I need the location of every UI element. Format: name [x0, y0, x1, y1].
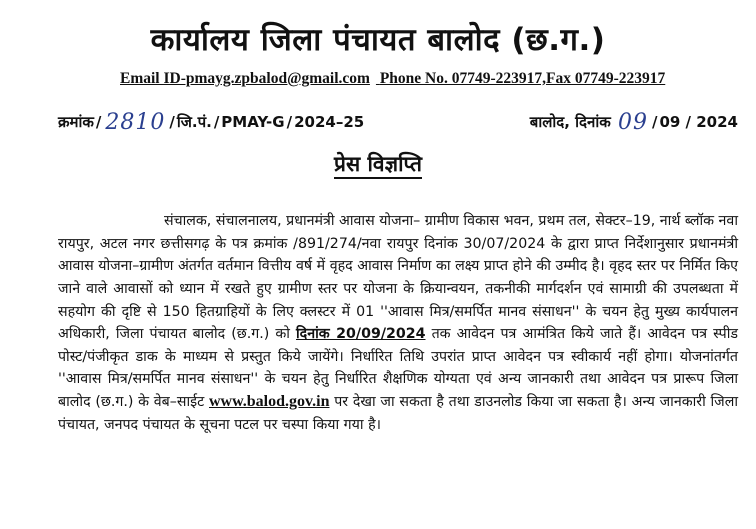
email-text: Email ID-pmayg.zpbalod@gmail.com [120, 70, 370, 87]
kramank-label: क्रमांक [58, 113, 94, 131]
reference-row [58, 110, 738, 140]
office-title: कार्यालय जिला पंचायत बालोद (छ.ग.) [150, 22, 606, 58]
body-part-3: पर देखा जा सकता है तथा डाउनलोड किया जा सकता है। अन्य जानकारी जिला पंचायत, जनपद पंचायत के सूचना पटल पर चस्पा किया गया है। [58, 393, 738, 433]
office-code: जि.पं. [176, 113, 212, 131]
scheme-code: PMAY-G [221, 113, 285, 131]
body-part-1: संचालक, संचालनालय, प्रधानमंत्री आवास योजना– ग्रामीण विकास भवन, प्रथम तल, सेक्टर–19, नार्थ ब्लॉक नवा रायपुर, अटल नगर छत्तीसगढ़ के पत्र क्रमांक /891/274/नवा रायपुर दिनांक 30/07/2024 के द्वारा प्राप्त निर्देशानुसार प्रधानमंत्री आवास योजना–ग्रामीण अंतर्गत वर्तमान वित्तीय वर्ष में वृहद आवास निर्माण का लक्ष्य प्राप्त होने की उम्मीद है। वृहद स्तर पर निर्मित किए जाने वाले आवासों को ध्यान में रखते हुए ग्रामीण स्तर पर योजना के क्रियान्वयन, तकनीकी मार्गदर्शन एवं सामाग्री की उपलब्धता में सहयोग की दृष्टि से 150 हितग्राहियों के लिए क्लस्टर में 01 ''आवास मित्र/समर्पित मानव संसाधन'' के चयन हेतु मुख्य कार्यपालन अधिकारी, जिला पंचायत बालोद (छ.ग.) को [58, 213, 738, 343]
month-year: 09 / 2024 [659, 113, 738, 131]
body-paragraph [58, 210, 738, 436]
handwritten-number: 2810 [105, 110, 166, 135]
notice-title-text: प्रेस विज्ञप्ति [334, 152, 422, 179]
deadline-date: दिनांक 20/09/2024 [296, 326, 426, 343]
body-part-2: तक आवेदन पत्र आमंत्रित किये जाते हैं। आवेदन पत्र स्पीड पोस्ट/पंजीकृत डाक के माध्यम से प्रस्तुत किये जायेंगे। निर्धारित तिथि उपरांत प्राप्त आवेदन पत्र स्वीकार्य नहीं होगा। योजनांतर्गत ''आवास मित्र/समर्पित मानव संसाधन'' के चयन हेतु निर्धारित शैक्षणिक योग्यता एवं अन्य जानकारी तथा आवेदन पत्र प्रारूप जिला बालोद (छ.ग.) के वेब–साईट [58, 326, 739, 410]
place-date: बालोद, दिनांक 09 / 09 / 2024 [529, 110, 738, 135]
session: 2024–25 [294, 113, 365, 131]
website-link[interactable]: www.balod.gov.in [209, 392, 330, 410]
notice-title [0, 150, 756, 178]
phone-fax-text: Phone No. 07749-223917,Fax 07749-223917 [379, 70, 666, 87]
contact-line [120, 70, 710, 88]
place-date-label: बालोद, दिनांक [529, 113, 611, 131]
reference-number: क्रमांक / 2810 / जि.पं. / PMAY-G / 2024–25 [58, 110, 365, 135]
handwritten-day: 09 [617, 110, 648, 135]
